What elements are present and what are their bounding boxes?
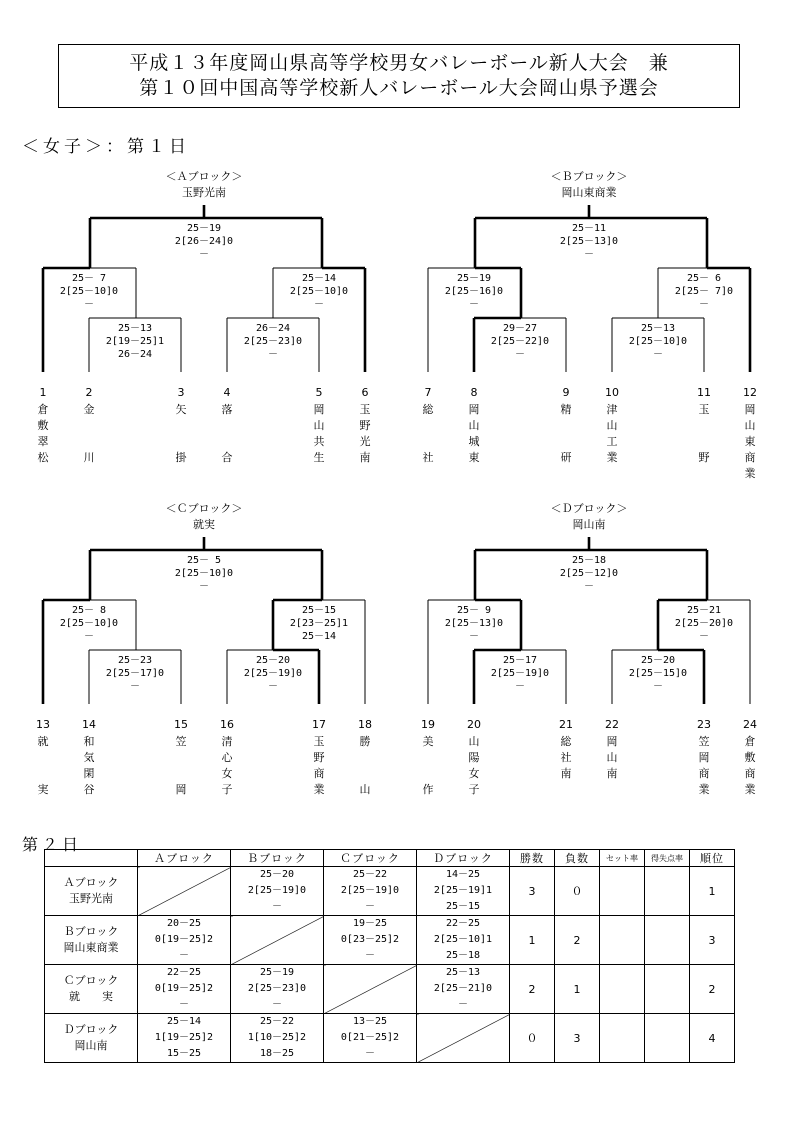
block-b-rinner-score-line-3: － (653, 349, 663, 360)
block-b-team-10-number: 10 (605, 386, 619, 399)
match-cell (324, 867, 417, 916)
block-a-team-5-number: 5 (315, 386, 323, 399)
header-9: 順位 (690, 850, 735, 867)
block-c-right-score-line-2: 2[23－25]1 (289, 618, 349, 629)
block-b-team-12-name-3: 東 (744, 435, 756, 448)
table-row (45, 1014, 735, 1063)
block-b-right-score-line-3: － (699, 299, 709, 310)
block-a-team-3-number: 3 (177, 386, 185, 399)
block-d-final-score-line-1: 25－18 (571, 555, 607, 566)
match-score-line: 25－19 (259, 967, 295, 978)
block-d-rinner-score-line-1: 25－20 (640, 655, 676, 666)
day1-heading: ＜女子＞：第１日 (22, 137, 190, 157)
header-1: Ａブロック (138, 850, 231, 867)
block-d-team-20-name-2: 陽 (468, 751, 480, 764)
match-cell (138, 1014, 231, 1063)
block-a-team-6-name-1: 玉 (359, 403, 371, 416)
match-score-line: 2[25－19]0 (247, 885, 307, 896)
block-b-team-11-number: 11 (697, 386, 711, 399)
block-a-team-5-name-2: 山 (313, 419, 325, 432)
block-b-team-7-number: 7 (424, 386, 432, 399)
block-a-team-1-name-2: 敷 (37, 419, 49, 432)
block-a-label: ＜Ａブロック＞ (165, 170, 243, 183)
block-b-team-7-name-4: 社 (422, 451, 434, 464)
table-row (45, 965, 735, 1014)
block-a-team-2-name-1: 金 (83, 403, 95, 416)
block-c-team-17-name-3: 商 (313, 767, 325, 780)
point-rate-cell (645, 867, 690, 916)
block-c-team-15-name-4: 岡 (175, 783, 187, 796)
match-score-line: 1[10－25]2 (247, 1032, 307, 1043)
block-a-team-6-number: 6 (361, 386, 369, 399)
match-score-line: 25－15 (445, 901, 481, 912)
block-b-team-9-number: 9 (562, 386, 570, 399)
block-a-final-score-line-3: － (199, 249, 209, 260)
table-row (45, 867, 735, 916)
block-d-right-score-line-3: － (699, 631, 709, 642)
block-d-left-score-line-1: 25－ 9 (456, 605, 492, 616)
block-a-team-1-number: 1 (39, 386, 47, 399)
block-d-team-20-name-4: 子 (468, 783, 480, 796)
block-c-right-score-line-3: 25－14 (301, 631, 337, 642)
block-b-rinner-score-line-1: 25－13 (640, 323, 676, 334)
row-team-line: 就 実 (69, 990, 113, 1003)
block-d-team-19-number: 19 (421, 718, 435, 731)
set-rate-cell (600, 916, 645, 965)
title-line-1: 平成１３年度岡山県高等学校男女バレーボール新人大会 兼 (129, 52, 669, 74)
header-8: 得失点率 (645, 850, 690, 867)
block-d-team-24-name-4: 業 (744, 783, 756, 796)
block-d-team-22-number: 22 (605, 718, 619, 731)
losses-cell: 3 (555, 1014, 600, 1063)
block-a-team-4-name-4: 合 (221, 451, 233, 464)
block-c-inner-score-line-1: 25－23 (117, 655, 153, 666)
row-team (45, 1014, 138, 1063)
block-a-right-score-line-1: 25－14 (301, 273, 337, 284)
match-cell (417, 867, 510, 916)
diagonal-cell (138, 867, 231, 916)
block-c-team-16-name-3: 女 (221, 767, 233, 780)
block-d-label: ＜Ｄブロック＞ (550, 502, 628, 515)
point-rate-cell (645, 965, 690, 1014)
match-cell (231, 1014, 324, 1063)
block-a-team-6-name-2: 野 (359, 419, 371, 432)
row-team-line: 玉野光南 (69, 892, 113, 905)
match-score-line: 25－14 (166, 1016, 202, 1027)
block-a-rinner-score-line-1: 26－24 (255, 323, 291, 334)
block-c-team-16-number: 16 (220, 718, 234, 731)
block-d-team-23-name-3: 商 (698, 767, 710, 780)
header-2: Ｂブロック (231, 850, 324, 867)
block-d-team-24-name-2: 敷 (744, 751, 756, 764)
block-b-team-10-name-2: 山 (606, 419, 618, 432)
block-c-team-18-name-1: 勝 (359, 735, 371, 748)
rank-cell: 4 (690, 1014, 735, 1063)
match-score-line: － (458, 999, 468, 1010)
match-cell (417, 916, 510, 965)
block-d-team-24-name-1: 倉 (744, 735, 756, 748)
block-c-final-score-line-2: 2[25－10]0 (174, 568, 234, 579)
block-d-right-score-line-1: 25－21 (686, 605, 722, 616)
match-score-line: 0[19－25]2 (154, 983, 214, 994)
block-c-team-13-number: 13 (36, 718, 50, 731)
match-score-line: 25－20 (259, 869, 295, 880)
match-score-line: － (179, 950, 189, 961)
title-line-2: 第１０回中国高等学校新人バレーボール大会岡山県予選会 (139, 77, 659, 99)
block-a-team-2-name-4: 川 (83, 451, 95, 464)
block-d-inner-score-line-1: 25－17 (502, 655, 538, 666)
set-rate-cell (600, 867, 645, 916)
match-score-line: 25－22 (352, 869, 388, 880)
set-rate-cell (600, 1014, 645, 1063)
match-score-line: 2[25－23]0 (247, 983, 307, 994)
block-a-inner-score-line-3: 26－24 (117, 349, 153, 360)
block-a-team-1-name-1: 倉 (37, 403, 49, 416)
block-a-team-1-name-3: 翠 (37, 435, 49, 448)
block-d-team-24-name-3: 商 (744, 767, 756, 780)
wins-cell: 3 (510, 867, 555, 916)
row-team (45, 965, 138, 1014)
block-a-winner: 玉野光南 (182, 186, 226, 199)
match-cell (231, 965, 324, 1014)
block-a-rinner-score-line-3: － (268, 349, 278, 360)
block-a-team-5-name-1: 岡 (313, 403, 325, 416)
table-row (45, 916, 735, 965)
losses-cell: 2 (555, 916, 600, 965)
block-a-inner-score-line-2: 2[19－25]1 (105, 336, 165, 347)
block-d-left-score-line-2: 2[25－13]0 (444, 618, 504, 629)
block-c-team-14-name-1: 和 (83, 735, 95, 748)
match-score-line: 22－25 (445, 918, 481, 929)
point-rate-cell (645, 916, 690, 965)
block-a-inner-score-line-1: 25－13 (117, 323, 153, 334)
row-team-line: 岡山南 (74, 1039, 108, 1052)
block-b-inner-score-line-2: 2[25－22]0 (490, 336, 550, 347)
wins-cell: 1 (510, 916, 555, 965)
row-team-line: 岡山東商業 (63, 941, 119, 954)
match-score-line: 20－25 (166, 918, 202, 929)
block-a-team-1-name-4: 松 (37, 451, 49, 464)
match-score-line: 19－25 (352, 918, 388, 929)
block-c-team-14-name-2: 気 (83, 751, 95, 764)
block-d-team-21-name-1: 総 (560, 735, 572, 748)
header-0 (45, 850, 138, 867)
block-b-team-12-number: 12 (743, 386, 757, 399)
block-d-team-19-name-1: 美 (422, 735, 434, 748)
header-3: Ｃブロック (324, 850, 417, 867)
block-a-right-score-line-3: － (314, 299, 324, 310)
block-b-team-8-name-1: 岡 (468, 403, 480, 416)
row-team-line: Ａブロック (63, 876, 119, 889)
set-rate-cell (600, 965, 645, 1014)
block-a-team-5-name-4: 生 (313, 451, 325, 464)
block-c-rinner-score-line-3: － (268, 681, 278, 692)
block-d-winner: 岡山南 (572, 518, 606, 531)
block-c-final-score-line-3: － (199, 581, 209, 592)
block-c-left-score-line-3: － (84, 631, 94, 642)
block-a-team-4-number: 4 (223, 386, 231, 399)
match-score-line: 0[21－25]2 (340, 1032, 400, 1043)
block-c-team-15-number: 15 (174, 718, 188, 731)
match-score-line: 2[25－10]1 (433, 934, 493, 945)
block-d-team-22-name-1: 岡 (606, 735, 618, 748)
match-score-line: 25－13 (445, 967, 481, 978)
row-team (45, 916, 138, 965)
row-team (45, 867, 138, 916)
block-b-final-score-line-1: 25－11 (571, 223, 607, 234)
block-a-team-2-number: 2 (85, 386, 93, 399)
block-b-team-12-name-4: 商 (744, 451, 756, 464)
block-d-team-21-name-2: 社 (560, 751, 572, 764)
block-c-team-14-number: 14 (82, 718, 96, 731)
match-cell (231, 867, 324, 916)
block-b-team-8-name-2: 山 (468, 419, 480, 432)
block-c-team-13-name-1: 就 (37, 735, 49, 748)
match-score-line: 0[19－25]2 (154, 934, 214, 945)
wins-cell: 2 (510, 965, 555, 1014)
rank-cell: 3 (690, 916, 735, 965)
match-score-line: 18－25 (259, 1048, 295, 1059)
block-a-team-3-name-1: 矢 (175, 403, 187, 416)
block-b-team-8-number: 8 (470, 386, 478, 399)
block-d-team-23-name-1: 笠 (698, 735, 710, 748)
match-cell (417, 965, 510, 1014)
block-c-winner: 就実 (193, 518, 215, 531)
match-score-line: － (272, 999, 282, 1010)
match-cell (138, 916, 231, 965)
match-score-line: 14－25 (445, 869, 481, 880)
block-b-final-score-line-2: 2[25－13]0 (559, 236, 619, 247)
match-score-line: 2[25－21]0 (433, 983, 493, 994)
losses-cell: ０ (555, 867, 600, 916)
header-6: 負数 (555, 850, 600, 867)
diagonal-cell (231, 916, 324, 965)
block-b-left-score-line-2: 2[25－16]0 (444, 286, 504, 297)
block-c-team-14-name-4: 谷 (83, 783, 95, 796)
match-score-line: － (179, 999, 189, 1010)
block-d-rinner-score-line-2: 2[25－15]0 (628, 668, 688, 679)
block-b-winner: 岡山東商業 (561, 186, 617, 199)
block-a-right-score-line-2: 2[25－10]0 (289, 286, 349, 297)
block-b-team-10-name-1: 津 (606, 403, 618, 416)
match-score-line: 22－25 (166, 967, 202, 978)
block-b-inner-score-line-1: 29－27 (502, 323, 538, 334)
block-c-team-15-name-1: 笠 (175, 735, 187, 748)
block-c-label: ＜Ｃブロック＞ (165, 502, 243, 515)
block-a-final-score-line-2: 2[26－24]0 (174, 236, 234, 247)
block-b-left-score-line-3: － (469, 299, 479, 310)
block-d-team-22-name-2: 山 (606, 751, 618, 764)
block-b-team-11-name-4: 野 (698, 451, 710, 464)
match-score-line: 13－25 (352, 1016, 388, 1027)
block-d-team-20-number: 20 (467, 718, 481, 731)
block-b-team-12-name-5: 業 (744, 467, 756, 480)
match-score-line: 1[19－25]2 (154, 1032, 214, 1043)
match-score-line: 25－22 (259, 1016, 295, 1027)
block-c-team-18-name-4: 山 (359, 783, 371, 796)
match-score-line: 15－25 (166, 1048, 202, 1059)
block-c-team-17-name-4: 業 (313, 783, 325, 796)
block-d-final-score-line-3: － (584, 581, 594, 592)
block-b-inner-score-line-3: － (515, 349, 525, 360)
match-score-line: 2[25－19]1 (433, 885, 493, 896)
block-d-team-20-name-1: 山 (468, 735, 480, 748)
block-d-team-23-name-4: 業 (698, 783, 710, 796)
block-d-rinner-score-line-3: － (653, 681, 663, 692)
block-c-final-score-line-1: 25－ 5 (186, 555, 222, 566)
match-cell (138, 965, 231, 1014)
block-b-team-12-name-2: 山 (744, 419, 756, 432)
diagonal-cell (324, 965, 417, 1014)
losses-cell: 1 (555, 965, 600, 1014)
block-d-team-19-name-4: 作 (422, 783, 434, 796)
match-score-line: － (365, 950, 375, 961)
block-c-team-16-name-4: 子 (221, 783, 233, 796)
block-a-left-score-line-3: － (84, 299, 94, 310)
rank-cell: 1 (690, 867, 735, 916)
match-score-line: 25－18 (445, 950, 481, 961)
block-d-team-21-name-3: 南 (560, 767, 572, 780)
row-team-line: Ｃブロック (63, 974, 119, 987)
point-rate-cell (645, 1014, 690, 1063)
block-a-team-6-name-4: 南 (359, 451, 371, 464)
match-cell (324, 1014, 417, 1063)
match-score-line: 0[23－25]2 (340, 934, 400, 945)
block-c-team-13-name-4: 実 (37, 783, 49, 796)
block-a-team-3-name-4: 掛 (175, 451, 187, 464)
block-d-team-21-number: 21 (559, 718, 573, 731)
block-a-left-score-line-2: 2[25－10]0 (59, 286, 119, 297)
block-d-team-20-name-3: 女 (468, 767, 480, 780)
block-a-rinner-score-line-2: 2[25－23]0 (243, 336, 303, 347)
wins-cell: ０ (510, 1014, 555, 1063)
block-d-inner-score-line-3: － (515, 681, 525, 692)
block-d-inner-score-line-2: 2[25－19]0 (490, 668, 550, 679)
match-score-line: － (365, 901, 375, 912)
round-robin-table (44, 849, 735, 1063)
row-team-line: Ｄブロック (63, 1023, 119, 1036)
block-c-team-14-name-3: 閑 (83, 767, 95, 780)
match-cell (324, 916, 417, 965)
block-b-label: ＜Ｂブロック＞ (550, 170, 628, 183)
block-c-rinner-score-line-2: 2[25－19]0 (243, 668, 303, 679)
block-d-final-score-line-2: 2[25－12]0 (559, 568, 619, 579)
block-a-team-4-name-1: 落 (221, 403, 233, 416)
block-a-left-score-line-1: 25－ 7 (71, 273, 107, 284)
block-b-team-7-name-1: 総 (422, 403, 434, 416)
table-header-row (45, 850, 735, 867)
block-c-team-16-name-2: 心 (221, 751, 233, 764)
block-c-team-16-name-1: 清 (221, 735, 233, 748)
block-b-team-9-name-1: 精 (560, 403, 572, 416)
header-4: Ｄブロック (417, 850, 510, 867)
row-team-line: Ｂブロック (63, 925, 119, 938)
block-b-team-10-name-3: 工 (606, 435, 618, 448)
block-d-right-score-line-2: 2[25－20]0 (674, 618, 734, 629)
header-5: 勝数 (510, 850, 555, 867)
match-score-line: 2[25－19]0 (340, 885, 400, 896)
block-c-left-score-line-2: 2[25－10]0 (59, 618, 119, 629)
block-c-inner-score-line-2: 2[25－17]0 (105, 668, 165, 679)
block-c-team-17-name-2: 野 (313, 751, 325, 764)
day2-heading: 第２日 (22, 835, 83, 854)
block-a-team-5-name-3: 共 (313, 435, 325, 448)
block-b-team-8-name-4: 東 (468, 451, 480, 464)
block-c-inner-score-line-3: － (130, 681, 140, 692)
block-d-team-23-name-2: 岡 (698, 751, 710, 764)
block-b-team-9-name-4: 研 (560, 451, 572, 464)
block-b-right-score-line-2: 2[25－ 7]0 (674, 286, 734, 297)
match-score-line: － (365, 1048, 375, 1059)
match-score-line: － (272, 901, 282, 912)
block-b-final-score-line-3: － (584, 249, 594, 260)
block-b-rinner-score-line-2: 2[25－10]0 (628, 336, 688, 347)
rank-cell: 2 (690, 965, 735, 1014)
block-b-right-score-line-1: 25－ 6 (686, 273, 722, 284)
block-d-team-22-name-3: 南 (606, 767, 618, 780)
header-7: セット率 (600, 850, 645, 867)
block-d-team-24-number: 24 (743, 718, 757, 731)
block-d-team-23-number: 23 (697, 718, 711, 731)
block-c-team-17-number: 17 (312, 718, 326, 731)
block-c-team-17-name-1: 玉 (313, 735, 325, 748)
block-b-team-11-name-1: 玉 (698, 403, 710, 416)
block-d-left-score-line-3: － (469, 631, 479, 642)
block-c-right-score-line-1: 25－15 (301, 605, 337, 616)
block-c-left-score-line-1: 25－ 8 (71, 605, 107, 616)
block-b-team-8-name-3: 城 (468, 435, 480, 448)
block-a-team-6-name-3: 光 (359, 435, 371, 448)
block-b-left-score-line-1: 25－19 (456, 273, 492, 284)
block-b-team-12-name-1: 岡 (744, 403, 756, 416)
diagonal-cell (417, 1014, 510, 1063)
block-c-rinner-score-line-1: 25－20 (255, 655, 291, 666)
block-c-team-18-number: 18 (358, 718, 372, 731)
block-a-final-score-line-1: 25－19 (186, 223, 222, 234)
block-b-team-10-name-4: 業 (606, 451, 618, 464)
